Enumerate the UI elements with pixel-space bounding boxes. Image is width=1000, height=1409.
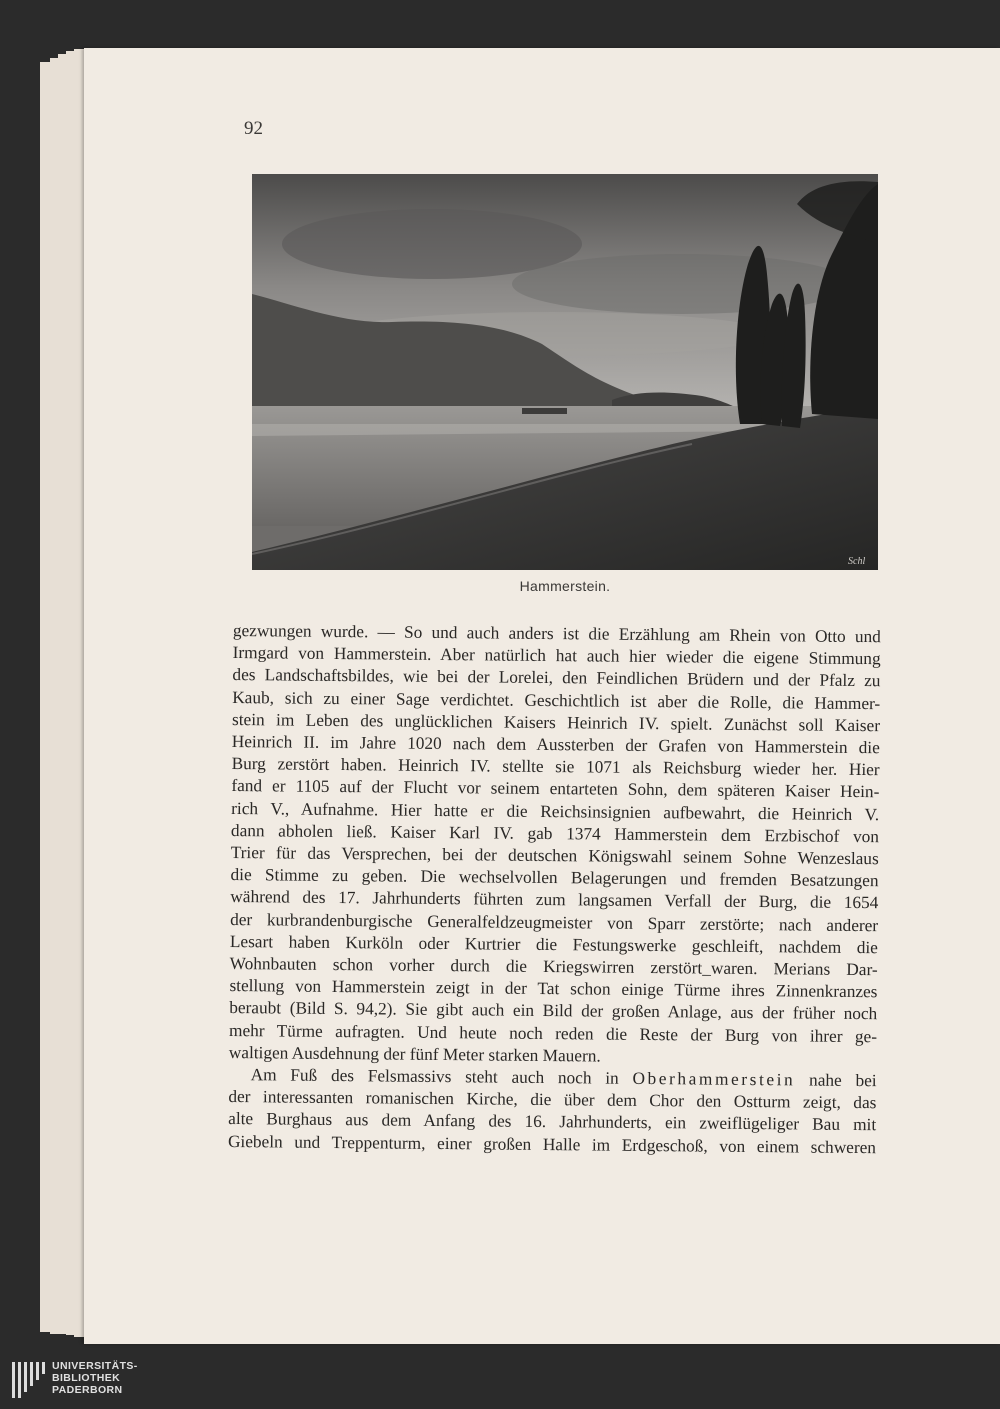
text-line: Burg zerstört haben. Heinrich IV. stellte sie 1071 als Reichsburg wieder her. Hier [231, 754, 880, 780]
text-line: Wohnbauten schon vorher durch die Kriegswirren zerstört_waren. Merians Dar- [229, 954, 878, 980]
text-line: während des 17. Jahrhunderts führten zum langsamen Verfall der Burg, die 1654 [230, 887, 879, 913]
text-line: mehr Türme aufragten. Und heute noch reden die Reste der Burg von ihrer ge- [228, 1020, 878, 1046]
text-line: stellung von Hammerstein zeigt in der Tat schon einige Türme ihres Zinnenkranzes [229, 976, 878, 1002]
text-line: beraubt (Bild S. 94,2). Sie gibt auch ein Bild der großen Anlage, aus der früher noch [229, 998, 878, 1024]
text-line: rich V., Aufnahme. Hier hatte er die Reichsinsignien aufbewahrt, die Heinrich V. [231, 798, 880, 824]
text-fragment: nahe bei [795, 1070, 877, 1091]
library-logo [0, 1352, 150, 1409]
text-line: gezwungen wurde. — So und auch anders ist die Erzählung am Rhein von Otto und [232, 620, 881, 647]
logo-text-line: UNIVERSITÄTS- [52, 1360, 138, 1372]
text-line: alte Burghaus aus dem Anfang des 16. Jahrhunderts, ein zweiflügeliger Bau mit [228, 1109, 877, 1135]
logo-text-line: PADERBORN [52, 1384, 123, 1396]
text-line: dann abholen ließ. Kaiser Karl IV. gab 1374 Hammerstein dem Erzbischof von [230, 820, 880, 847]
text-line: Kaub, sich zu einer Sage verdichtet. Geschichtlich ist aber die Rolle, die Hammer- [232, 687, 881, 713]
logo-text-line: BIBLIOTHEK [52, 1372, 121, 1384]
text-line: Giebeln und Treppenturm, einer großen Halle im Erdgeschoß, von einem schweren [227, 1131, 877, 1157]
text-line: Lesart haben Kurköln oder Kurtrier die Festungswerke geschleift, nachdem die [229, 931, 878, 958]
landscape-photo [252, 174, 878, 570]
text-line: waltigen Ausdehnung der fünf Meter starken Mauern. [228, 1042, 601, 1066]
photo-signature: Schl [848, 556, 866, 567]
body-text [228, 620, 881, 1159]
text-line: Trier für das Versprechen, bei der deutschen Königswahl seinem Sohne Wenzeslaus [230, 843, 879, 869]
text-line: stein im Leben des unglücklichen Kaisers Heinrich IV. spielt. Zunächst soll Kaiser [231, 709, 881, 736]
text-line: der interessanten romanischen Kirche, die über dem Chor den Ostturm zeigt, das [228, 1087, 877, 1113]
text-line: des Landschaftsbildes, wie bei der Lorelei, den Feindlichen Brüdern und der Pfalz zu [232, 665, 881, 691]
text-line: die Stimme zu geben. Die wechselvollen Belagerungen und fremden Besatzungen [230, 865, 879, 891]
spaced-place-name: Oberhammerstein [632, 1068, 796, 1090]
text-fragment: Am Fuß des Felsmassivs steht auch noch in [250, 1065, 633, 1088]
page-number: 92 [244, 118, 263, 139]
text-line: Irmgard von Hammerstein. Aber natürlich hat auch hier wieder die eigene Stimmung [232, 643, 881, 669]
text-line: Heinrich II. im Jahre 1020 nach dem Aussterben der Grafen von Hammerstein die [231, 732, 880, 758]
text-line: der kurbrandenburgische Generalfeldzeugmeister von Sparr zerstörte; nach anderer [230, 909, 879, 935]
photo-caption: Hammerstein. [519, 578, 611, 594]
text-line: fand er 1105 auf der Flucht vor seinem entarteten Sohn, dem späteren Kaiser Hein- [231, 776, 880, 802]
